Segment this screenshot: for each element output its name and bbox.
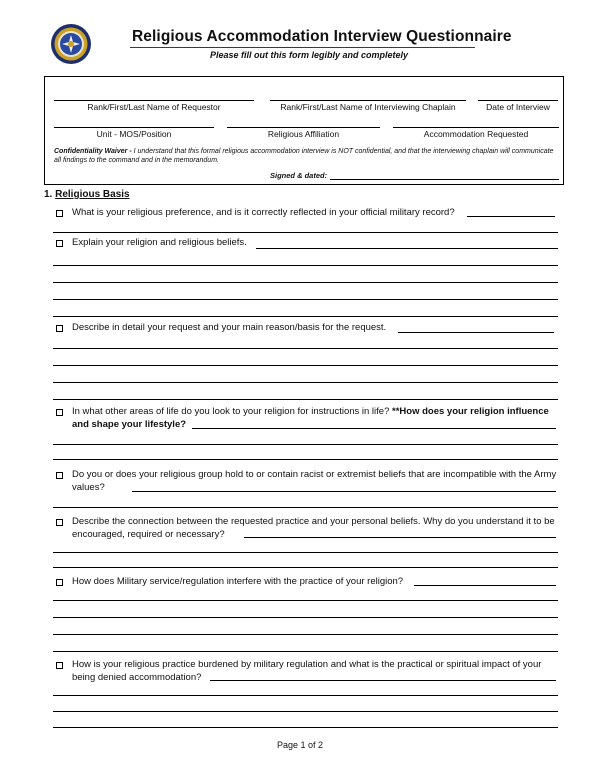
page-number: Page 1 of 2 (276, 740, 324, 750)
question-1-text: What is your religious preference, and is it correctly reflected in your official military record? (72, 207, 455, 218)
answer-5-inline[interactable] (132, 491, 556, 492)
form-title: Religious Accommodation Interview Questionnaire (132, 28, 512, 45)
requestor-name-field[interactable] (54, 100, 254, 101)
question-6-checkbox[interactable] (56, 519, 63, 526)
signature-field[interactable] (330, 179, 559, 180)
answer-5-line[interactable] (53, 507, 558, 508)
answer-3-line[interactable] (53, 399, 558, 400)
answer-6-line[interactable] (53, 567, 558, 568)
answer-4-line[interactable] (53, 459, 558, 460)
answer-3-line[interactable] (53, 365, 558, 366)
question-3-text: Describe in detail your request and your main reason/basis for the request. (72, 322, 387, 333)
chaplain-name-field[interactable] (270, 100, 466, 101)
answer-4-line[interactable] (53, 444, 558, 445)
form-subtitle: Please fill out this form legibly and completely (210, 50, 409, 60)
requestor-name-label: Rank/First/Last Name of Requestor (87, 102, 221, 112)
answer-7-inline[interactable] (414, 585, 556, 586)
answer-2-line[interactable] (53, 299, 558, 300)
question-8-checkbox[interactable] (56, 662, 63, 669)
answer-3-line[interactable] (53, 382, 558, 383)
waiver-label: Confidentiality Waiver - (54, 148, 132, 155)
question-1 (72, 206, 562, 219)
answer-1-inline[interactable] (467, 216, 555, 217)
religious-affiliation-field[interactable] (227, 127, 380, 128)
question-7 (72, 575, 562, 588)
answer-1-line[interactable] (53, 232, 558, 233)
question-8-text: How is your religious practice burdened by military regulation and what is the practical or spiritual impact of your being denied accommodation? (72, 659, 542, 683)
question-2-text: Explain your religion and religious beliefs. (72, 237, 247, 248)
section-heading (44, 189, 130, 200)
question-1-checkbox[interactable] (56, 210, 63, 217)
answer-2-line[interactable] (53, 316, 558, 317)
question-4-bold-text: **How does your religion influence and shape your lifestyle? (72, 406, 549, 430)
answer-4-inline[interactable] (192, 428, 556, 429)
answer-7-line[interactable] (53, 617, 558, 618)
answer-2-line[interactable] (53, 282, 558, 283)
answer-6-line[interactable] (53, 552, 558, 553)
question-4-checkbox[interactable] (56, 409, 63, 416)
unit-mos-field[interactable] (54, 127, 214, 128)
answer-7-line[interactable] (53, 651, 558, 652)
question-2-checkbox[interactable] (56, 240, 63, 247)
interview-date-label: Date of Interview (486, 102, 550, 112)
answer-2-inline[interactable] (256, 248, 558, 249)
waiver-text: I understand that this formal religious accommodation interview is NOT confidential, and that the interviewing chaplain will communicate all findings to the command and in the memorandum. (54, 148, 554, 164)
question-5-checkbox[interactable] (56, 472, 63, 479)
answer-8-line[interactable] (53, 711, 558, 712)
answer-7-line[interactable] (53, 634, 558, 635)
answer-7-line[interactable] (53, 600, 558, 601)
question-3-checkbox[interactable] (56, 325, 63, 332)
answer-3-line[interactable] (53, 348, 558, 349)
question-6-text: Describe the connection between the requested practice and your personal beliefs. Why do you understand it to be encouraged, required or necessary? (72, 516, 555, 540)
unit-mos-label: Unit - MOS/Position (96, 129, 172, 139)
signed-dated-label: Signed & dated: (270, 171, 328, 180)
answer-8-line[interactable] (53, 727, 558, 728)
chaplain-corps-seal-logo (50, 23, 92, 65)
question-7-checkbox[interactable] (56, 579, 63, 586)
interview-date-field[interactable] (478, 100, 558, 101)
question-4-text: In what other areas of life do you look to your religion for instructions in life? (72, 406, 393, 417)
answer-8-inline[interactable] (210, 680, 556, 681)
answer-2-line[interactable] (53, 265, 558, 266)
answer-6-inline[interactable] (244, 537, 556, 538)
section-number: 1. (44, 189, 53, 200)
accommodation-requested-label: Accommodation Requested (423, 129, 529, 139)
section-title: Religious Basis (55, 189, 130, 200)
chaplain-name-label: Rank/First/Last Name of Interviewing Chaplain (280, 102, 456, 112)
title-underline (130, 47, 475, 48)
religious-affiliation-label: Religious Affiliation (267, 129, 340, 139)
accommodation-requested-field[interactable] (393, 127, 559, 128)
answer-3-inline[interactable] (398, 332, 554, 333)
question-5-text: Do you or does your religious group hold to or contain racist or extremist beliefs that are incompatible with the Army values? (72, 469, 557, 493)
confidentiality-waiver (54, 147, 559, 165)
question-7-text: How does Military service/regulation interfere with the practice of your religion? (72, 576, 404, 587)
answer-8-line[interactable] (53, 695, 558, 696)
